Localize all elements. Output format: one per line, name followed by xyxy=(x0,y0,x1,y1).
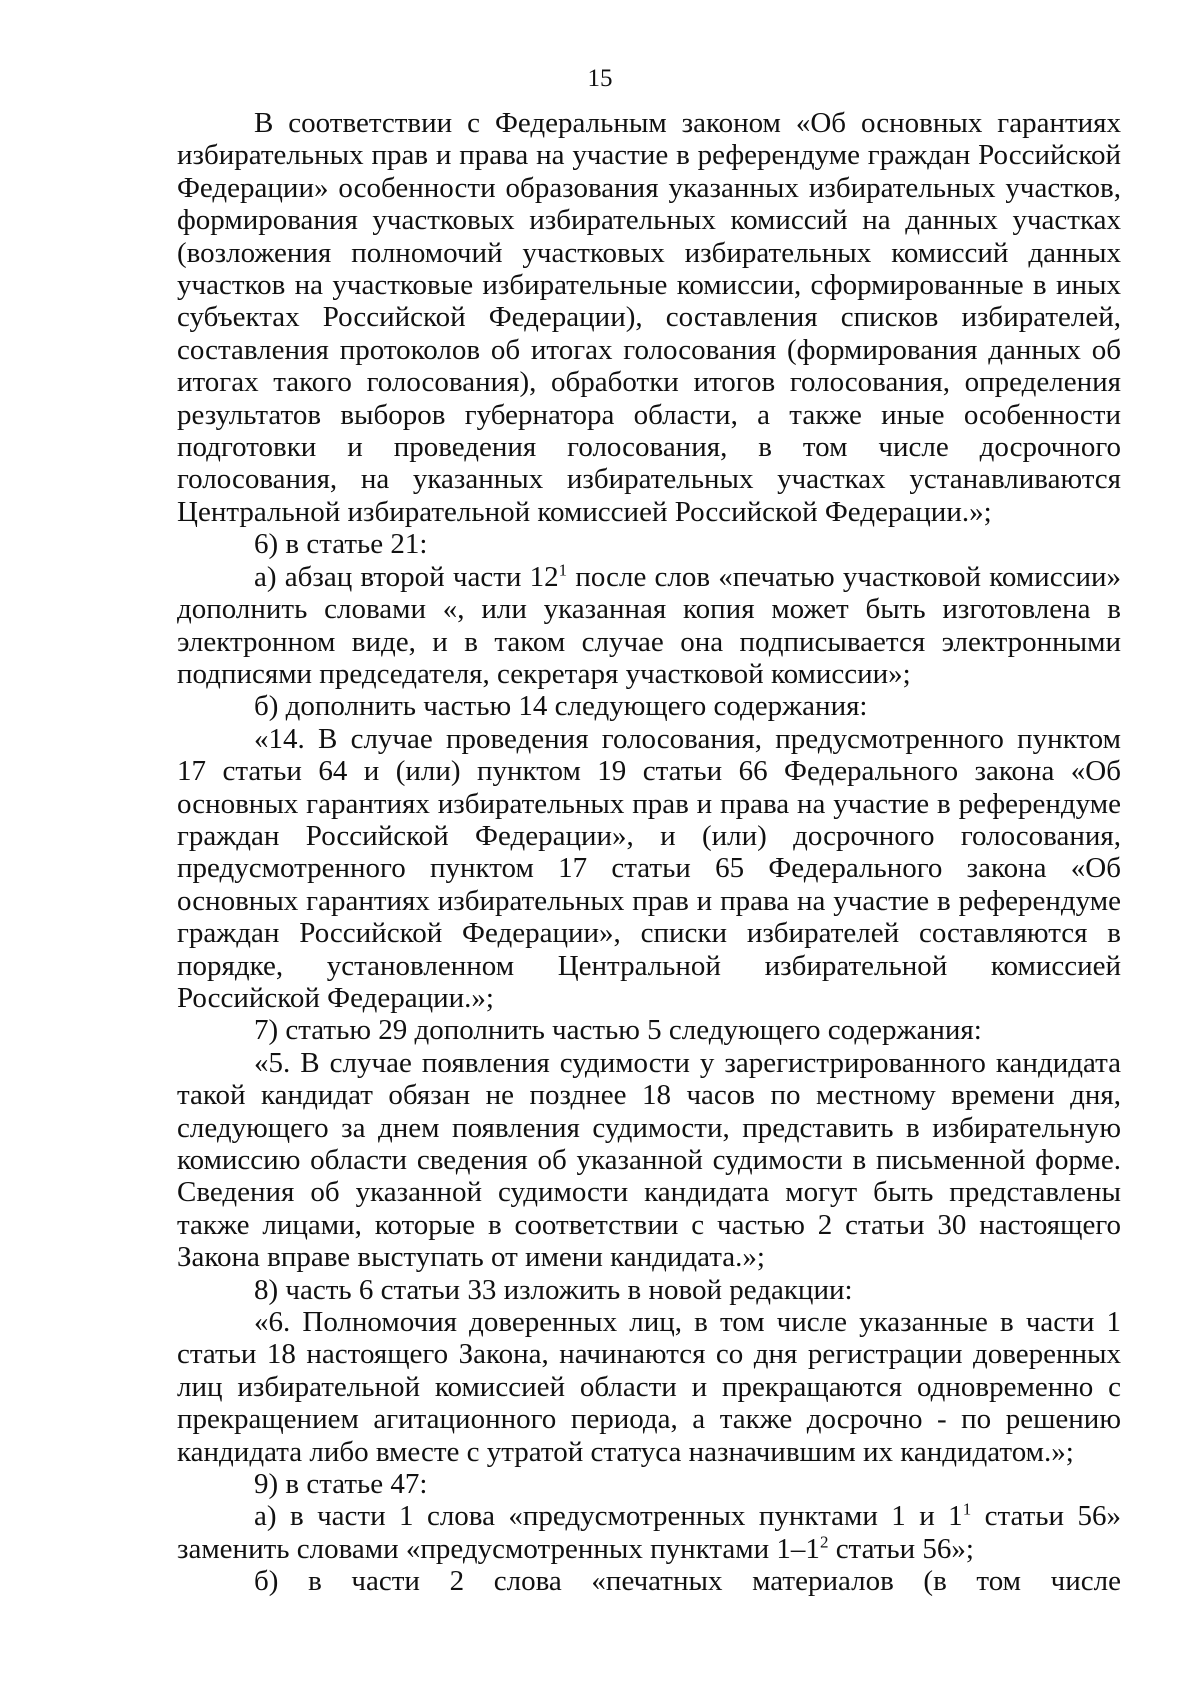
paragraph-item-9a-mid: статьи 56» заменить словами «предусмотренных пунктами 1–1 xyxy=(177,1500,1121,1565)
paragraph-item-6b: б) дополнить частью 14 следующего содержания: xyxy=(254,690,868,723)
page-number: 15 xyxy=(587,65,613,92)
document-body xyxy=(177,107,1121,1598)
paragraph-part-6: «6. Полномочия доверенных лиц, в том числе указанные в части 1 статьи 18 настоящего Закона, начинаются со дня регистрации доверенных лиц избирательной комиссией области и прекращаются одновременно с прекращением агитационного периода, а также досрочно - по решению кандидата либо вместе с утратой статуса назначившим их кандидатом.»; xyxy=(177,1306,1121,1468)
paragraph-item-6: 6) в статье 21: xyxy=(254,528,428,561)
paragraph-part-14: «14. В случае проведения голосования, предусмотренного пунктом 17 статьи 64 и (или) пунктом 19 статьи 66 Федерального закона «Об основных гарантиях избирательных прав и права на участие в референдуме граждан Российской Федерации», и (или) досрочного голосования, предусмотренного пунктом 17 статьи 65 Федерального закона «Об основных гарантиях избирательных прав и права на участие в референдуме граждан Российской Федерации», списки избирателей составляются в порядке, установленном Центральной избирательной комиссией Российской Федерации.»; xyxy=(177,722,1121,1014)
superscript: 1 xyxy=(962,1499,972,1519)
paragraph-federal-law-note: В соответствии с Федеральным законом «Об основных гарантиях избирательных прав и права на участие в референдуме граждан Российской Федерации» особенности образования указанных избирательных участков, формирования участковых избирательных комиссий на данных участках (возложения полномочий участковых избирательных комиссий данных участков на участковые избирательные комиссии, сформированные в иных субъектах Российской Федерации), составления списков избирателей, составления протоколов об итогах голосования (формирования данных об итогах такого голосования), обработки итогов голосования, определения результатов выборов губернатора области, а также иные особенности подготовки и проведения голосования, в том числе досрочного голосования, на указанных избирательных участках устанавливаются Центральной избирательной комиссией Российской Федерации.»; xyxy=(177,107,1121,528)
paragraph-item-9a-rest: статьи 56»; xyxy=(828,1532,974,1565)
paragraph-item-6a-rest: после слов «печатью участковой комиссии» дополнить словами «, или указанная копия может быть изготовлена в электронном виде, и в таком случае она подписывается электронными подписями председателя, секретаря участковой комиссии»; xyxy=(177,560,1121,690)
paragraph-item-6a xyxy=(177,561,1121,691)
paragraph-item-9a-start: а) в части 1 слова «предусмотренных пунктами 1 и 1 xyxy=(254,1500,963,1533)
paragraph-item-9b: б) в части 2 слова «печатных материалов (в том числе xyxy=(254,1565,1121,1598)
paragraph-part-5: «5. В случае появления судимости у зарегистрированного кандидата такой кандидат обязан не позднее 18 часов по местному времени дня, следующего за днем появления судимости, представить в избирательную комиссию области сведения об указанной судимости в письменной форме. Сведения об указанной судимости кандидата могут быть представлены также лицами, которые в соответствии с частью 2 статьи 30 настоящего Закона вправе выступать от имени кандидата.»; xyxy=(177,1046,1121,1274)
paragraph-item-6a-start: а) абзац второй части 12 xyxy=(254,560,559,593)
paragraph-item-9a xyxy=(177,1500,1121,1565)
superscript: 1 xyxy=(558,560,568,580)
paragraph-item-8: 8) часть 6 статьи 33 изложить в новой редакции: xyxy=(254,1273,853,1306)
paragraph-item-7: 7) статью 29 дополнить частью 5 следующего содержания: xyxy=(254,1014,982,1047)
paragraph-item-9: 9) в статье 47: xyxy=(254,1468,428,1501)
superscript: 2 xyxy=(819,1532,829,1552)
